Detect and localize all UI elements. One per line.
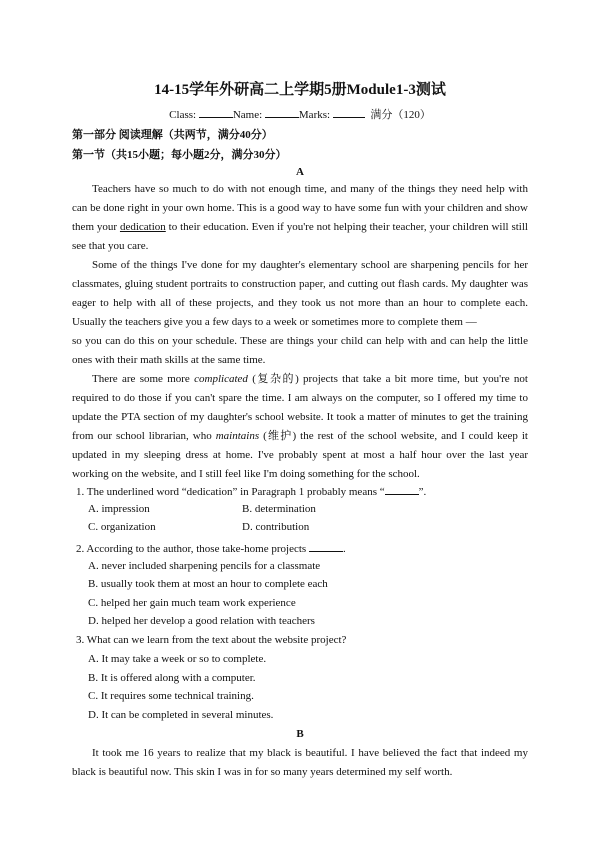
passage-b-paragraph-1: It took me 16 years to realize that my black is beautiful. I have believed the fact that indeed my black is beautiful now. This skin I was in for so many years determined my self worth. <box>72 747 528 778</box>
q3-option-c: C. It requires some technical training. <box>88 690 254 702</box>
exam-title: 14-15学年外研高二上学期5册Module1-3测试 <box>154 82 446 98</box>
question-1: 1. The underlined word “dedication” in Paragraph 1 probably means “ ”. <box>76 486 427 498</box>
name-blank <box>265 107 299 118</box>
student-info-line <box>0 106 600 122</box>
q1-option-a: A. impression <box>88 503 150 515</box>
full-marks: 满分（120） <box>370 109 431 121</box>
passage-a-paragraph-3: There are some more complicated (复杂的) projects that take a bit more time, but you're not required to do those if you can't spare the time. I am always on the computer, so I offered my time to update the PTA section of my daughter's school website. It took a matter of minutes to get the training from our school librarian, who maintains (维护) the rest of the school website, and I could keep it updated in my sleeping dress at home. I've probably spent at most a half hour over the last year working on the website, and I still feel like I'm doing something for the school. <box>72 373 528 480</box>
passage-a-paragraph-2b: so you can do this on your schedule. These are things your child can help with and can help the little ones with their math skills at the same time. <box>72 335 528 366</box>
q3-option-a: A. It may take a week or so to complete. <box>88 653 267 665</box>
q3-option-d: D. It can be completed in several minutes. <box>88 709 274 721</box>
answer-blank <box>309 541 343 552</box>
question-2: 2. According to the author, those take-home projects . <box>76 543 346 555</box>
underlined-word: dedication <box>119 221 166 233</box>
q2-option-c: C. helped her gain much team work experience <box>88 597 296 609</box>
passage-a-label: A <box>296 166 304 178</box>
section-heading: 第一部分 阅读理解（共两节，满分40分） <box>72 129 273 141</box>
class-label: Class: <box>169 109 197 121</box>
q1-option-b: B. determination <box>242 503 316 515</box>
q2-option-d: D. helped her develop a good relation with teachers <box>88 615 315 627</box>
class-blank <box>199 107 233 118</box>
q1-option-c: C. organization <box>88 521 156 533</box>
passage-a-paragraph-2: Some of the things I've done for my daughter's elementary school are sharpening pencils for her classmates, gluing student portraits to construction paper, and cutting out flash cards. My daughter was eager to help with all of these projects, and they took us not more than an hour to complete each. Usually the teachers give you a few days to a week or sometimes more to complete them — <box>72 259 528 328</box>
subsection-heading: 第一节（共15小题；每小题2分，满分30分） <box>72 149 287 161</box>
answer-blank <box>385 484 419 495</box>
marks-blank <box>333 107 365 118</box>
name-label: Name: <box>232 109 263 121</box>
q2-option-a: A. never included sharpening pencils for a classmate <box>88 560 321 572</box>
question-3: 3. What can we learn from the text about the website project? <box>76 634 347 646</box>
q2-option-b: B. usually took them at most an hour to complete each <box>88 578 328 590</box>
passage-a-paragraph-1: Teachers have so much to do with not enough time, and many of the things they need help with can be done right in your own home. This is a good way to have some fun with your children and show them your dedication to their education. Even if you're not helping their teacher, your children will still see that you care. <box>72 183 528 252</box>
q1-option-d: D. contribution <box>242 521 310 533</box>
passage-b-label: B <box>296 728 304 740</box>
marks-label: Marks: <box>298 109 331 121</box>
q3-option-b: B. It is offered along with a computer. <box>88 672 256 684</box>
